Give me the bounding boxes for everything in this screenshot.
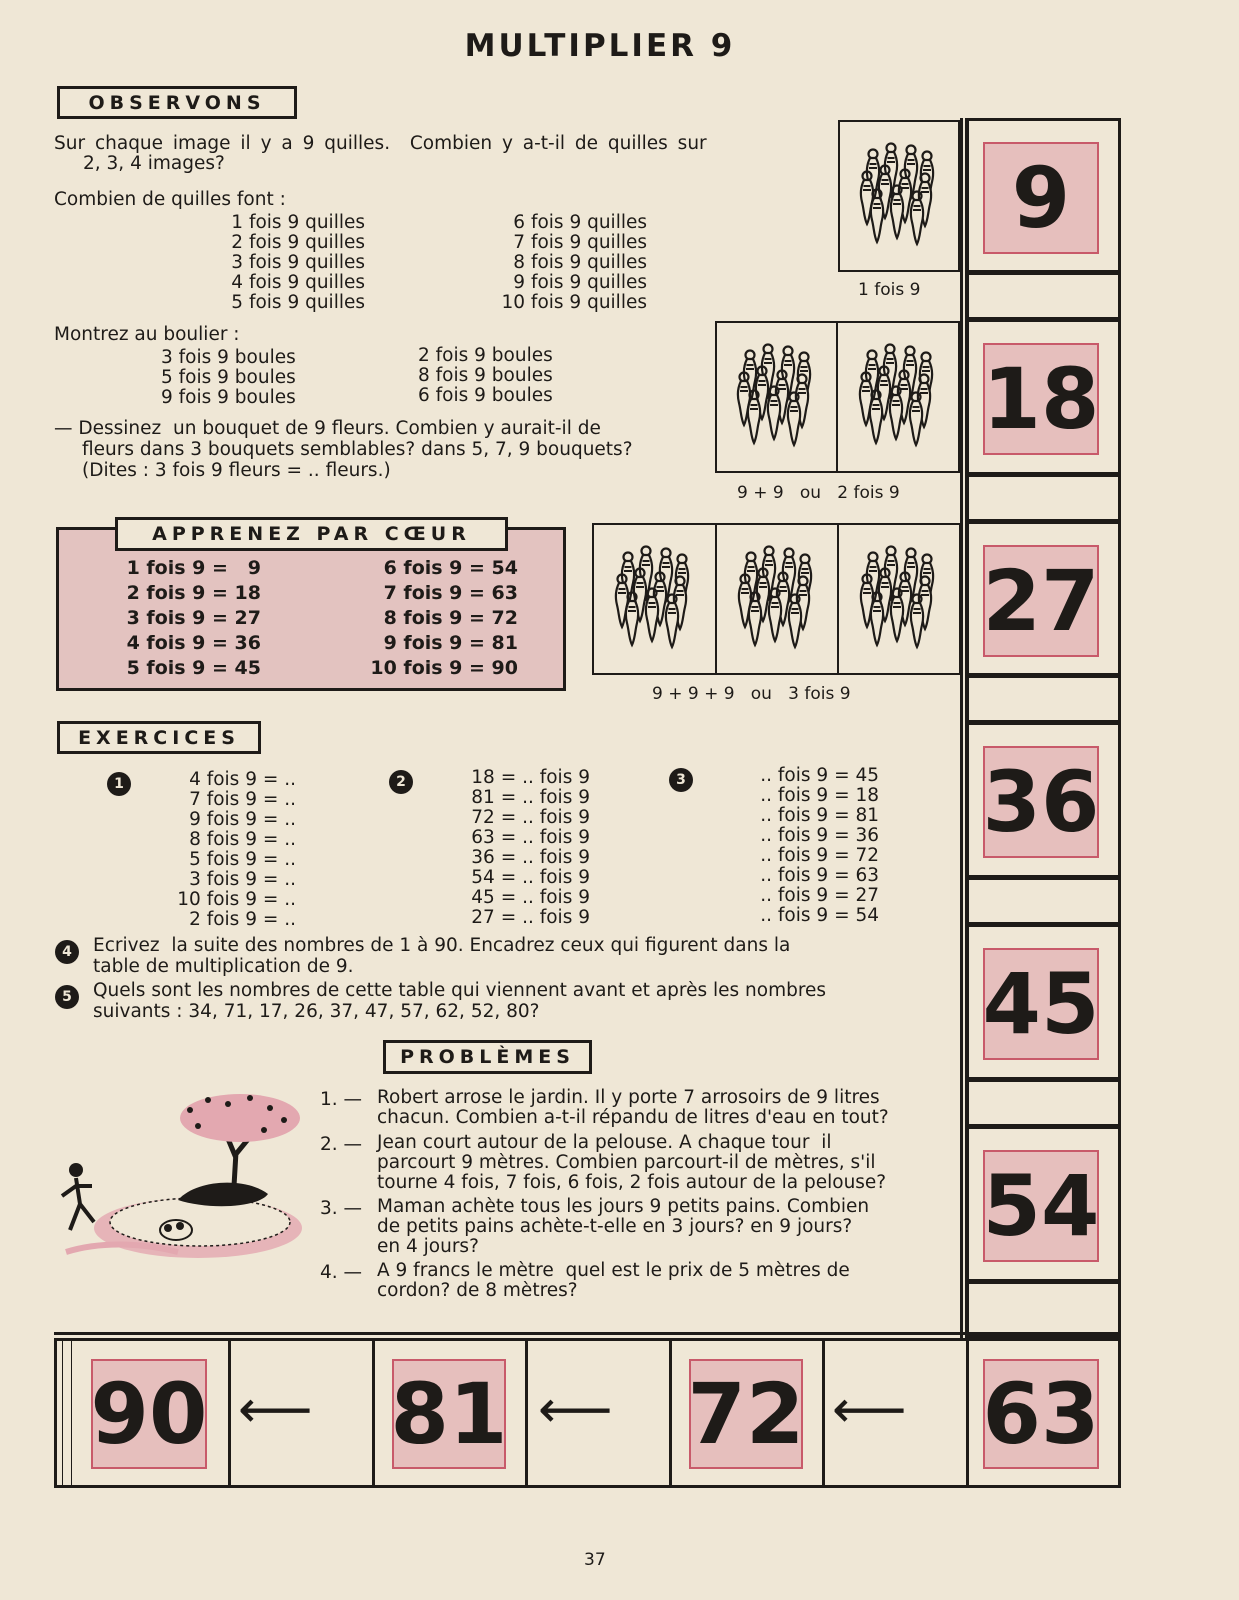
- exercise-3-list: [760, 766, 879, 926]
- problem-1-line-2: chacun. Combien a-t-il répandu de litres d'eau en tout?: [377, 1107, 889, 1128]
- strip-number-36: 36: [983, 746, 1099, 858]
- strip-spacer: [966, 1079, 1121, 1127]
- list-item: .. fois 9 = 81: [760, 805, 879, 826]
- strip-number-54: 54: [983, 1150, 1099, 1262]
- list-item: .. fois 9 = 54: [760, 905, 879, 926]
- strip-spacer: [966, 1281, 1121, 1338]
- problem-2-line-3: tourne 4 fois, 7 fois, 6 fois, 2 fois autour de la pelouse?: [377, 1172, 887, 1193]
- bottom-number-90: 90: [91, 1359, 207, 1469]
- list-item: 2 fois 9 = 18: [126, 582, 261, 604]
- apprenez-list-1: [127, 556, 261, 681]
- strip-spacer: [966, 877, 1121, 925]
- quilles-question: Combien de quilles font :: [54, 189, 286, 210]
- observons-intro-2: 2, 3, 4 images?: [83, 153, 225, 174]
- list-item: 6 fois 9 = 54: [383, 557, 518, 579]
- problem-2-line-1: Jean court autour de la pelouse. A chaque tour il: [377, 1132, 832, 1153]
- problem-3-line-3: en 4 jours?: [377, 1236, 479, 1257]
- problem-1-number: 1. —: [320, 1089, 363, 1110]
- list-item: 1 fois 9 = 9: [126, 557, 261, 579]
- observons-heading: OBSERVONS: [57, 86, 297, 119]
- caption-1: 1 fois 9: [858, 280, 921, 300]
- list-item: .. fois 9 = 63: [760, 865, 879, 886]
- exercise-4-badge: 4: [55, 940, 79, 964]
- list-item: 2 fois 9 = ..: [189, 909, 296, 930]
- problem-3-line-2: de petits pains achète-t-elle en 3 jours? en 9 jours?: [377, 1216, 853, 1237]
- list-item: 81 = .. fois 9: [471, 787, 590, 808]
- arrow-left-icon: ⟵: [832, 1380, 907, 1440]
- page-number: 37: [584, 1550, 606, 1570]
- list-item: .. fois 9 = 27: [760, 885, 879, 906]
- list-item: .. fois 9 = 18: [760, 785, 879, 806]
- list-item: 9 fois 9 quilles: [513, 272, 647, 293]
- exercise-1-badge: 1: [107, 772, 131, 796]
- problem-1-line-1: Robert arrose le jardin. Il y porte 7 arrosoirs de 9 litres: [377, 1087, 880, 1108]
- list-item: 3 fois 9 = 27: [126, 607, 261, 629]
- list-item: 6 fois 9 boules: [418, 385, 553, 406]
- list-item: 27 = .. fois 9: [471, 907, 590, 928]
- boulier-list-2: [418, 346, 553, 406]
- list-item: 10 fois 9 = ..: [177, 889, 296, 910]
- bottom-divider: [822, 1338, 825, 1488]
- strip-number-27: 27: [983, 545, 1099, 657]
- list-item: 10 fois 9 quilles: [501, 292, 647, 313]
- list-item: 72 = .. fois 9: [471, 807, 590, 828]
- list-item: 7 fois 9 = 63: [383, 582, 518, 604]
- boulier-list-1: [161, 348, 296, 408]
- arrow-left-icon: ⟵: [238, 1380, 313, 1440]
- bouquet-line-2: fleurs dans 3 bouquets semblables? dans 5, 7, 9 bouquets?: [82, 439, 633, 460]
- list-item: 9 fois 9 = 81: [383, 632, 518, 654]
- problem-3-number: 3. —: [320, 1198, 363, 1219]
- apprenez-heading: APPRENEZ PAR CŒUR: [115, 517, 508, 551]
- list-item: 4 fois 9 = ..: [189, 769, 296, 790]
- list-item: 4 fois 9 quilles: [231, 272, 365, 293]
- exercise-2-list: [471, 768, 590, 928]
- problem-4-line-1: A 9 francs le mètre quel est le prix de 5 mètres de: [377, 1260, 850, 1281]
- list-item: 2 fois 9 quilles: [231, 232, 365, 253]
- boulier-heading: Montrez au boulier :: [54, 324, 240, 345]
- skittles-image-3b: [715, 523, 839, 675]
- list-item: 10 fois 9 = 90: [370, 657, 518, 679]
- list-item: 9 fois 9 = ..: [189, 809, 296, 830]
- page-title: MULTIPLIER 9: [464, 28, 736, 64]
- exercise-3-badge: 3: [669, 768, 693, 792]
- list-item: 9 fois 9 boules: [161, 387, 296, 408]
- list-item: 8 fois 9 = 72: [383, 607, 518, 629]
- list-item: 8 fois 9 = ..: [189, 829, 296, 850]
- list-item: 63 = .. fois 9: [471, 827, 590, 848]
- bouquet-line-1: — Dessinez un bouquet de 9 fleurs. Combien y aurait-il de: [54, 418, 601, 439]
- list-item: 8 fois 9 quilles: [513, 252, 647, 273]
- skittles-image-1: [838, 120, 960, 272]
- caption-3: 9 + 9 + 9 ou 3 fois 9: [652, 684, 851, 704]
- exercise-4-line-2: table de multiplication de 9.: [93, 956, 354, 977]
- problem-2-number: 2. —: [320, 1134, 363, 1155]
- list-item: 1 fois 9 quilles: [231, 212, 365, 233]
- skittles-image-3a: [592, 523, 717, 675]
- bottom-number-72: 72: [689, 1359, 803, 1469]
- list-item: 7 fois 9 quilles: [513, 232, 647, 253]
- bouquet-line-3: (Dites : 3 fois 9 fleurs = .. fleurs.): [82, 460, 391, 481]
- observons-intro-1: Sur chaque image il y a 9 quilles. Combien y a-t-il de quilles sur: [54, 133, 707, 154]
- strip-spacer: [966, 272, 1121, 320]
- problem-4-line-2: cordon? de 8 mètres?: [377, 1280, 578, 1301]
- strip-number-9: 9: [983, 142, 1099, 254]
- exercise-2-badge: 2: [389, 770, 413, 794]
- bottom-divider: [372, 1338, 375, 1488]
- arrow-left-icon: ⟵: [538, 1380, 613, 1440]
- strip-number-18: 18: [983, 343, 1099, 455]
- list-item: .. fois 9 = 72: [760, 845, 879, 866]
- exercices-heading: EXERCICES: [57, 721, 261, 754]
- list-item: 54 = .. fois 9: [471, 867, 590, 888]
- list-item: 5 fois 9 boules: [161, 367, 296, 388]
- list-item: 45 = .. fois 9: [471, 887, 590, 908]
- quilles-list-2: [502, 213, 647, 313]
- skittles-image-2a: [715, 321, 838, 473]
- list-item: 7 fois 9 = ..: [189, 789, 296, 810]
- problem-2-line-2: parcourt 9 mètres. Combien parcourt-il de mètres, s'il: [377, 1152, 876, 1173]
- bottom-divider: [669, 1338, 672, 1488]
- skittles-image-2b: [836, 321, 960, 473]
- strip-number-45: 45: [983, 948, 1099, 1060]
- exercise-4-line-1: Ecrivez la suite des nombres de 1 à 90. Encadrez ceux qui figurent dans la: [93, 935, 791, 956]
- exercise-1-list: [177, 770, 296, 930]
- garden-illustration: [58, 1082, 306, 1266]
- bottom-number-63: 63: [983, 1359, 1099, 1469]
- list-item: 5 fois 9 quilles: [231, 292, 365, 313]
- skittles-image-3c: [837, 523, 961, 675]
- list-item: 4 fois 9 = 36: [126, 632, 261, 654]
- list-item: 5 fois 9 = ..: [189, 849, 296, 870]
- list-item: 8 fois 9 boules: [418, 365, 553, 386]
- list-item: 2 fois 9 boules: [418, 345, 553, 366]
- list-item: 3 fois 9 boules: [161, 347, 296, 368]
- problem-3-line-1: Maman achète tous les jours 9 petits pains. Combien: [377, 1196, 870, 1217]
- exercise-5-badge: 5: [55, 985, 79, 1009]
- bottom-divider: [525, 1338, 528, 1488]
- strip-spacer: [966, 474, 1121, 522]
- bottom-divider: [966, 1338, 969, 1488]
- strip-spacer: [966, 675, 1121, 723]
- problem-4-number: 4. —: [320, 1262, 363, 1283]
- bottom-number-81: 81: [392, 1359, 506, 1469]
- exercise-5-line-2: suivants : 34, 71, 17, 26, 37, 47, 57, 62, 52, 80?: [93, 1001, 540, 1022]
- list-item: .. fois 9 = 45: [760, 765, 879, 786]
- list-item: 3 fois 9 quilles: [231, 252, 365, 273]
- problemes-heading: PROBLÈMES: [383, 1040, 592, 1074]
- list-item: 3 fois 9 = ..: [189, 869, 296, 890]
- caption-2: 9 + 9 ou 2 fois 9: [737, 483, 900, 503]
- bottom-strip-edge: [62, 1338, 72, 1488]
- exercise-5-line-1: Quels sont les nombres de cette table qui viennent avant et après les nombres: [93, 980, 827, 1001]
- list-item: 5 fois 9 = 45: [126, 657, 261, 679]
- list-item: .. fois 9 = 36: [760, 825, 879, 846]
- list-item: 18 = .. fois 9: [471, 767, 590, 788]
- quilles-list-1: [231, 213, 365, 313]
- apprenez-list-2: [370, 556, 518, 681]
- list-item: 36 = .. fois 9: [471, 847, 590, 868]
- list-item: 6 fois 9 quilles: [513, 212, 647, 233]
- bottom-divider: [228, 1338, 231, 1488]
